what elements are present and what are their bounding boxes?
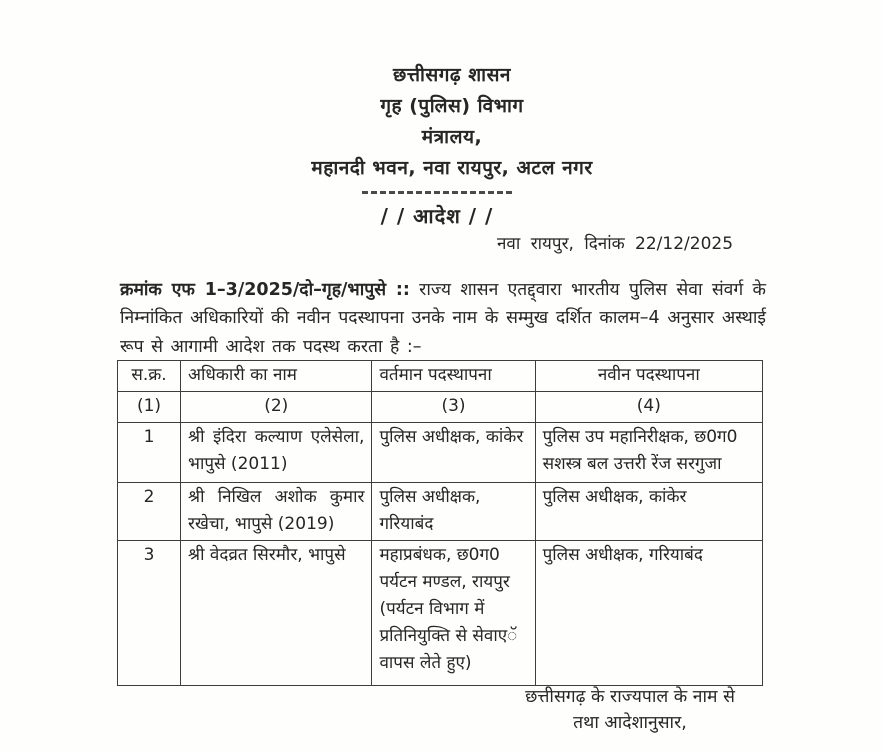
table-header-row [118,361,763,392]
order-title: / / आदेश / / [380,204,494,228]
signature-block [400,684,860,736]
order-number: क्रमांक एफ 1–3/2025/दो–गृह/भापुसे :: [120,279,410,300]
letterhead-address: महानदी भवन, नवा रायपुर, अटल नगर [311,157,593,179]
cell-new-posting: पुलिस अधीक्षक, कांकेर [535,483,762,541]
cell-officer-name: श्री वेदव्रत सिरमौर, भापुसे [181,541,372,686]
letterhead [20,60,884,184]
col-header-current: वर्तमान पदस्थापना [372,361,535,392]
dashed-divider [362,191,512,194]
order-body-text: राज्य शासन एतद्द्वारा भारतीय पुलिस सेवा संवर्ग के निम्नांकित अधिकारियों की नवीन पदस्थापना उनके नाम के सम्मुख दर्शित कालम–4 अनुसार अस्थाई रूप से आगामी आदेश तक पदस्थ करता है :– [120,279,766,357]
cell-current-posting: पुलिस अधीक्षक, गरियाबंद [372,483,535,541]
col-header-new: नवीन पदस्थापना [535,361,762,392]
cell-new-posting: पुलिस अधीक्षक, गरियाबंद [535,541,762,686]
cell-serial: 2 [118,483,181,541]
posting-table [117,360,763,686]
col-number-2: (2) [181,392,372,423]
cell-current-posting: महाप्रबंधक, छ0ग0 पर्यटन मण्डल, रायपुर (पर्यटन विभाग में प्रतिनियुक्ति से सेवाएॅ वापस लेते हुए) [372,541,535,686]
col-number-3: (3) [372,392,535,423]
order-body-paragraph [120,276,766,362]
table-column-number-row [118,392,763,423]
signature-byorder-line: तथा आदेशानुसार, [573,713,687,733]
table-row [118,423,763,483]
table-row [118,483,763,541]
letterhead-government: छत्तीसगढ़ शासन [393,64,511,86]
place-and-date-line: नवा रायपुर, दिनांक 22/12/2025 [497,234,734,254]
col-header-name: अधिकारी का नाम [181,361,372,392]
col-number-1: (1) [118,392,181,423]
col-header-serial: स.क्र. [118,361,181,392]
letterhead-department: गृह (पुलिस) विभाग [380,95,524,117]
cell-serial: 1 [118,423,181,483]
cell-new-posting: पुलिस उप महानिरीक्षक, छ0ग0 सशस्त्र बल उत्तरी रेंज सरगुजा [535,423,762,483]
signature-authority-line: छत्तीसगढ़ के राज्यपाल के नाम से [525,687,735,707]
cell-officer-name: श्री इंदिरा कल्याण एलेसेला, भापुसे (2011) [181,423,372,483]
letterhead-ministry: मंत्रालय, [421,126,483,148]
cell-current-posting: पुलिस अधीक्षक, कांकेर [372,423,535,483]
cell-officer-name: श्री निखिल अशोक कुमार रखेचा, भापुसे (2019) [181,483,372,541]
table-row [118,541,763,686]
cell-serial: 3 [118,541,181,686]
col-number-4: (4) [535,392,762,423]
